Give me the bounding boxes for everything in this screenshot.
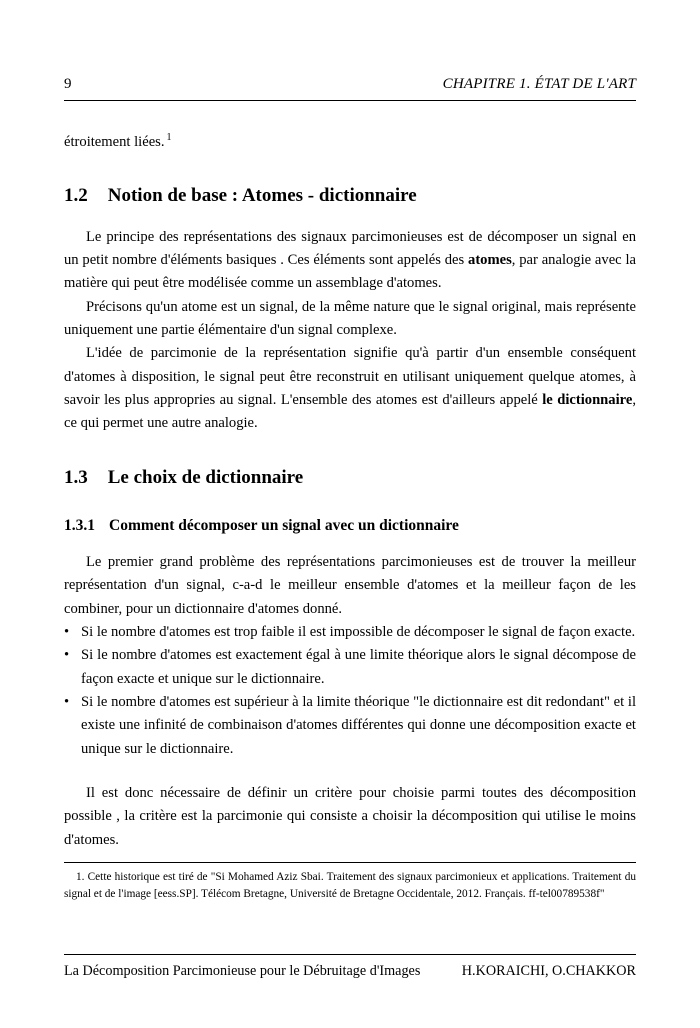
- bullet-text: Si le nombre d'atomes est trop faible il est impossible de décomposer le signal de façon exacte.: [81, 624, 636, 641]
- bullet-icon: •: [64, 647, 70, 664]
- bullet-text: Si le nombre d'atomes est exactement égal à une limite théorique alors le signal décompose de façon exacte et unique sur le dictionnaire.: [81, 647, 636, 687]
- text-run: Le principe des représentations des signaux parcimonieuses est de décomposer un signal en un petit nombre d'éléments basiques . Ces éléments sont appelés des: [64, 228, 636, 269]
- lead-text: étroitement liées.: [64, 134, 165, 150]
- paragraph-premier-probleme: Le premier grand problème des représentations parcimonieuses est de trouver la meilleur représentation d'un signal, c-a-d le meilleur ensemble d'atomes et la meilleur façon de les combiner, pour un dictionnaire d'atomes donné.: [64, 554, 636, 617]
- bullet-icon: •: [64, 694, 70, 711]
- bold-term-atomes: atomes: [468, 252, 512, 269]
- text-run: , ce qui permet une autre analogie.: [64, 392, 637, 432]
- bold-term-dictionnaire: le dictionnaire: [542, 392, 633, 409]
- bullet-item: [64, 644, 636, 691]
- bullet-item: [64, 691, 636, 761]
- section-1-2-heading: [64, 181, 636, 211]
- text-run: L'idée de parcimonie de la représentation signifie qu'à partir d'un ensemble conséquent d'atomes à disposition, le signal peut être reconstruit en utilisant uniquement quelque atomes, à savoir les plus appropries au signal. L'ensemble des atomes est d'ailleurs appelé: [64, 345, 636, 409]
- subsection-1-3-1-number: 1.3.1: [64, 517, 95, 535]
- footnote-block: [64, 862, 636, 903]
- page-footer: [64, 954, 636, 980]
- bullet-icon: •: [64, 624, 70, 641]
- page-number: 9: [64, 76, 72, 92]
- footer-document-title: La Décomposition Parcimonieuse pour le Débruitage d'Images: [64, 963, 421, 979]
- subsection-1-3-1-title: Comment décomposer un signal avec un dictionnaire: [109, 517, 459, 535]
- footnote-reference-mark: 1: [166, 132, 172, 144]
- paragraph-atomes: [64, 226, 636, 296]
- chapter-title: CHAPITRE 1. ÉTAT DE L'ART: [442, 76, 636, 92]
- paragraph-parcimonie: [64, 342, 636, 435]
- page-body: [64, 131, 636, 903]
- bullet-item: [64, 621, 636, 644]
- section-1-3-number: 1.3: [64, 466, 88, 488]
- text-run: , par analogie avec la matière qui peut être modélisée comme un assemblage d'atomes.: [64, 252, 637, 292]
- section-1-2-number: 1.2: [64, 185, 88, 207]
- footnote-text: 1. Cette historique est tiré de "Si Mohamed Aziz Sbai. Traitement des signaux parcimonieux et applications. Traitement du signal et de l'image [eess.SP]. Télécom Bretagne, Université de Bretagne Occidentale, 2012. Français. ff-tel00789538f": [64, 871, 636, 901]
- subsection-1-3-1-heading: [64, 514, 636, 539]
- paragraph-precisons: Précisons qu'un atome est un signal, de la même nature que le signal original, mais représente uniquement une partie élémentaire d'un signal complexe.: [64, 298, 636, 339]
- page-header: [64, 76, 636, 101]
- bullet-text: Si le nombre d'atomes est supérieur à la limite théorique "le dictionnaire est dit redondant" et il existe une infinité de combinaison d'atomes différentes qui donne une décomposition exacte et unique sur le dictionnaire.: [81, 694, 636, 757]
- paragraph-critere: Il est donc nécessaire de définir un critère pour choisie parmi toutes des décomposition possible , la critère est la parcimonie qui consiste a choisir la décomposition qui utilise le moins d'atomes.: [64, 785, 636, 848]
- section-1-3-title: Le choix de dictionnaire: [107, 466, 304, 488]
- section-1-2-title: Notion de base : Atomes - dictionnaire: [107, 185, 417, 207]
- section-1-3-heading: [64, 463, 636, 493]
- footer-authors: H.KORAICHI, O.CHAKKOR: [461, 963, 636, 979]
- lead-paragraph: [64, 131, 636, 154]
